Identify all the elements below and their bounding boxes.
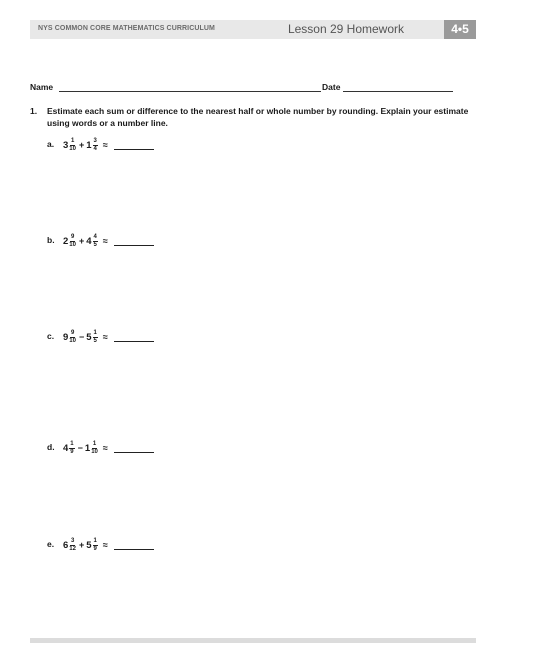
fraction xyxy=(93,538,98,553)
whole-number: 9 xyxy=(63,331,69,343)
denominator: 10 xyxy=(69,337,76,344)
answer-blank[interactable] xyxy=(114,237,154,246)
whole-number: 2 xyxy=(63,235,69,247)
expression xyxy=(63,326,154,348)
numerator: 9 xyxy=(70,329,75,336)
denominator: 10 xyxy=(69,241,76,248)
denominator: 10 xyxy=(69,145,76,152)
fraction xyxy=(93,234,98,249)
name-field[interactable] xyxy=(59,91,321,92)
denominator: 12 xyxy=(69,545,76,552)
fraction xyxy=(69,138,76,153)
numerator: 9 xyxy=(70,233,75,240)
fraction xyxy=(93,138,98,153)
operator: + xyxy=(78,140,85,150)
fraction xyxy=(91,441,98,456)
numerator: 1 xyxy=(70,137,75,144)
numerator: 1 xyxy=(93,329,97,336)
approx-symbol: ≈ xyxy=(102,540,108,550)
answer-blank[interactable] xyxy=(114,444,154,453)
lesson-title: Lesson 29 Homework xyxy=(287,22,404,36)
date-label: Date xyxy=(322,82,341,92)
whole-number: 4 xyxy=(63,442,69,454)
expression xyxy=(63,534,154,556)
header-bar xyxy=(30,20,444,39)
name-date-row xyxy=(30,82,476,96)
expression xyxy=(63,437,154,459)
numerator: 3 xyxy=(70,537,75,544)
page-header xyxy=(30,20,476,39)
expression xyxy=(63,134,154,156)
answer-blank[interactable] xyxy=(114,541,154,550)
approx-symbol: ≈ xyxy=(102,443,108,453)
fraction xyxy=(69,441,74,456)
approx-symbol: ≈ xyxy=(102,140,108,150)
whole-number: 4 xyxy=(86,235,92,247)
item-label: b. xyxy=(47,235,55,245)
denominator: 10 xyxy=(91,448,98,455)
approx-symbol: ≈ xyxy=(102,236,108,246)
numerator: 1 xyxy=(93,537,97,544)
footer-bar xyxy=(30,638,476,643)
fraction xyxy=(93,330,98,345)
numerator: 3 xyxy=(93,137,97,144)
denominator: 5 xyxy=(93,241,97,248)
denominator: 9 xyxy=(93,545,97,552)
item-label: d. xyxy=(47,442,55,452)
numerator: 1 xyxy=(92,440,97,447)
whole-number: 6 xyxy=(63,539,69,551)
item-label: a. xyxy=(47,139,55,149)
date-field[interactable] xyxy=(343,91,453,92)
fraction xyxy=(69,330,76,345)
curriculum-title: NYS COMMON CORE MATHEMATICS CURRICULUM xyxy=(38,25,215,32)
answer-blank[interactable] xyxy=(114,141,154,150)
fraction xyxy=(69,538,76,553)
question-number: 1. xyxy=(30,106,38,116)
numerator: 1 xyxy=(70,440,74,447)
denominator: 9 xyxy=(70,448,74,455)
denominator: 5 xyxy=(93,337,97,344)
whole-number: 1 xyxy=(84,442,91,454)
whole-number: 3 xyxy=(63,139,69,151)
whole-number: 5 xyxy=(86,539,92,551)
approx-symbol: ≈ xyxy=(102,332,108,342)
operator: + xyxy=(78,236,85,246)
module-badge: 4•5 xyxy=(444,20,476,39)
expression xyxy=(63,230,154,252)
operator: − xyxy=(78,332,85,342)
question-text: Estimate each sum or difference to the nearest half or whole number by rounding. Explain your estimate using words or a number line. xyxy=(47,106,469,128)
item-label: c. xyxy=(47,331,55,341)
fraction xyxy=(69,234,76,249)
whole-number: 1 xyxy=(86,139,92,151)
denominator: 4 xyxy=(93,145,97,152)
item-label: e. xyxy=(47,539,55,549)
whole-number: 5 xyxy=(86,331,92,343)
operator: − xyxy=(77,443,83,453)
answer-blank[interactable] xyxy=(114,333,154,342)
operator: + xyxy=(78,540,85,550)
name-label: Name xyxy=(30,82,54,92)
numerator: 4 xyxy=(93,233,97,240)
